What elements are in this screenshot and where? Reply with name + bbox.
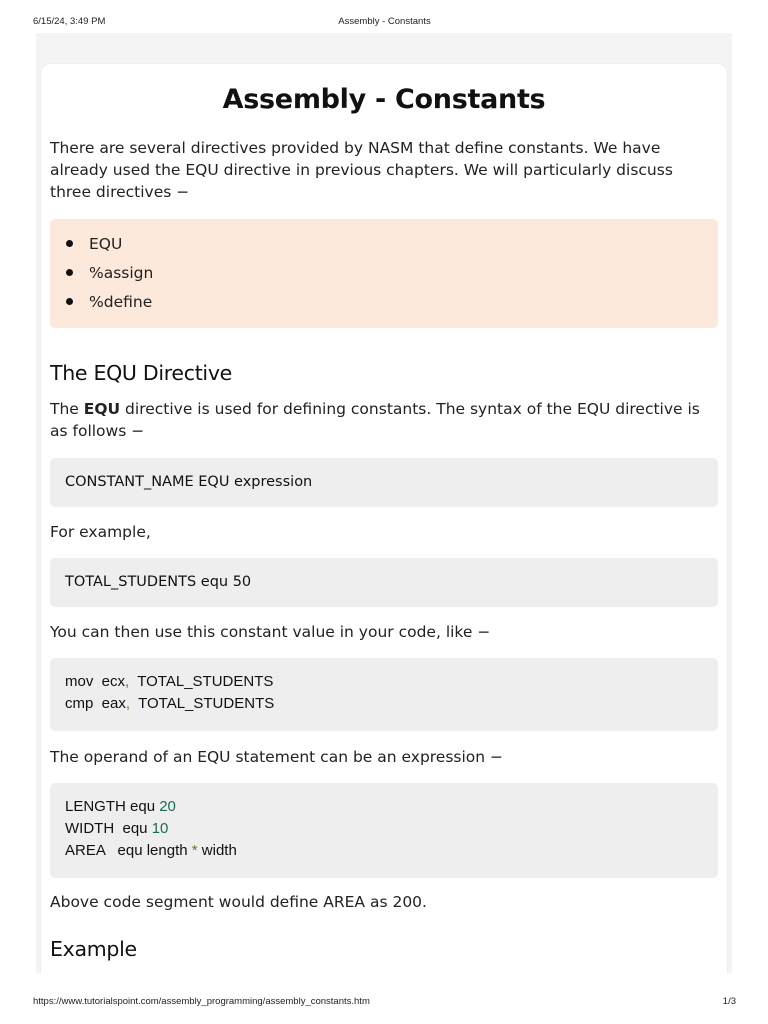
list-item <box>50 291 153 320</box>
equ-desc-text: The <box>50 400 84 418</box>
bullet-icon <box>66 240 73 247</box>
list-item <box>50 233 153 262</box>
code-line: CONSTANT_NAME EQU expression <box>65 474 313 490</box>
code-instruction: cmp eax <box>65 695 126 712</box>
syntax-code-block <box>50 458 718 507</box>
bullet-icon <box>66 298 73 305</box>
code-operator: * <box>191 842 198 859</box>
code-line <box>65 796 718 818</box>
equ-description <box>50 398 718 442</box>
above-text: Above code segment would define AREA as 200. <box>50 893 427 911</box>
code-text: LENGTH equ <box>65 798 160 815</box>
bullet-icon <box>66 269 73 276</box>
page-number: 1/3 <box>722 996 736 1007</box>
equ-desc-text: directive is used for defining constants. The syntax of the EQU directive is as follows − <box>50 400 700 440</box>
for-example-text: For example, <box>50 523 151 541</box>
list-item <box>50 262 153 291</box>
code-argument: TOTAL_STUDENTS <box>129 673 274 690</box>
code-line <box>65 818 718 840</box>
page-title: Assembly - Constants <box>222 84 546 115</box>
page-background <box>36 33 732 973</box>
article-card <box>41 64 727 973</box>
code-instruction: mov ecx <box>65 673 126 690</box>
code-number: 20 <box>159 798 176 815</box>
expression-code-block <box>50 783 718 878</box>
intro-paragraph: There are several directives provided by NASM that define constants. We have already used the EQU directive in previous chapters. We will particularly discuss three directives − <box>50 139 673 201</box>
usage-code-block <box>50 658 718 731</box>
list-item-label: %assign <box>89 264 154 282</box>
code-text: AREA equ length <box>65 842 192 859</box>
code-line <box>65 840 718 862</box>
code-separator: , <box>125 673 130 690</box>
directives-list <box>50 233 153 320</box>
code-number: 10 <box>151 820 169 837</box>
equ-heading: The EQU Directive <box>50 361 232 385</box>
code-line: TOTAL_STUDENTS equ 50 <box>65 574 252 590</box>
print-datetime: 6/15/24, 3:49 PM <box>33 16 106 27</box>
print-header <box>33 16 736 30</box>
print-title: Assembly - Constants <box>338 16 431 27</box>
equ-keyword: EQU <box>83 400 121 418</box>
list-item-label: EQU <box>89 235 123 253</box>
example-heading: Example <box>50 937 137 961</box>
code-line <box>65 693 718 715</box>
print-url: https://www.tutorialspoint.com/assembly_programming/assembly_constants.htm <box>33 996 370 1007</box>
code-argument: TOTAL_STUDENTS <box>130 695 275 712</box>
code-text: WIDTH equ <box>65 820 152 837</box>
code-text: width <box>197 842 237 859</box>
example-code-block <box>50 558 718 607</box>
directives-list-box <box>50 219 718 328</box>
use-constant-text: You can then use this constant value in your code, like − <box>50 623 491 641</box>
code-line <box>65 671 718 693</box>
operand-text: The operand of an EQU statement can be an expression − <box>50 748 504 766</box>
code-separator: , <box>125 695 131 712</box>
list-item-label: %define <box>89 293 153 311</box>
print-footer <box>33 996 736 1010</box>
